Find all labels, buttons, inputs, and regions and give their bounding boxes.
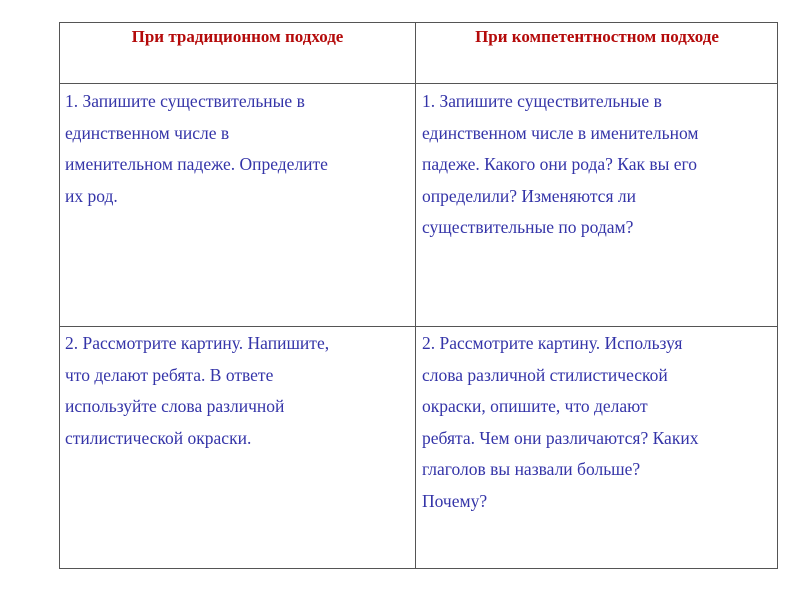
text-line: единственном числе в — [65, 122, 230, 143]
header-competence: При компетентностном подходе — [475, 27, 719, 46]
text-line: существительные по родам? — [422, 217, 634, 237]
text-line: ребята. Чем они различаются? Каких — [422, 427, 699, 448]
text-line: 1. Запишите существительные в — [422, 91, 662, 111]
row-divider — [60, 326, 777, 327]
text-line: 1. Запишите существительные в — [65, 91, 305, 111]
text-line: 2. Рассмотрите картину. Используя — [422, 333, 683, 353]
text-line: 2. Рассмотрите картину. Напишите, — [65, 333, 330, 353]
text-line: единственном числе в именительном — [422, 122, 699, 143]
comparison-table — [59, 22, 778, 569]
text-line: глаголов вы назвали больше? — [422, 459, 641, 479]
row-divider — [60, 83, 777, 84]
text-line: именительном падеже. Определите — [65, 154, 328, 174]
text-line: их род. — [65, 185, 118, 206]
text-line: что делают ребята. В ответе — [65, 364, 274, 385]
text-line: окраски, опишите, что делают — [422, 396, 648, 416]
text-line: слова различной стилистической — [422, 364, 668, 385]
text-line: используйте слова различной — [65, 396, 285, 416]
column-divider — [415, 23, 416, 568]
text-line: Почему? — [422, 490, 488, 511]
cell-row1-traditional — [65, 86, 328, 212]
cell-row1-competence — [422, 86, 698, 244]
text-line: падеже. Какого они рода? Как вы его — [422, 154, 698, 174]
cell-row2-competence — [422, 328, 698, 517]
cell-row2-traditional — [65, 328, 329, 454]
text-line: определили? Изменяются ли — [422, 185, 636, 206]
header-traditional: При традиционном подходе — [131, 27, 344, 46]
text-line: стилистической окраски. — [65, 427, 252, 448]
